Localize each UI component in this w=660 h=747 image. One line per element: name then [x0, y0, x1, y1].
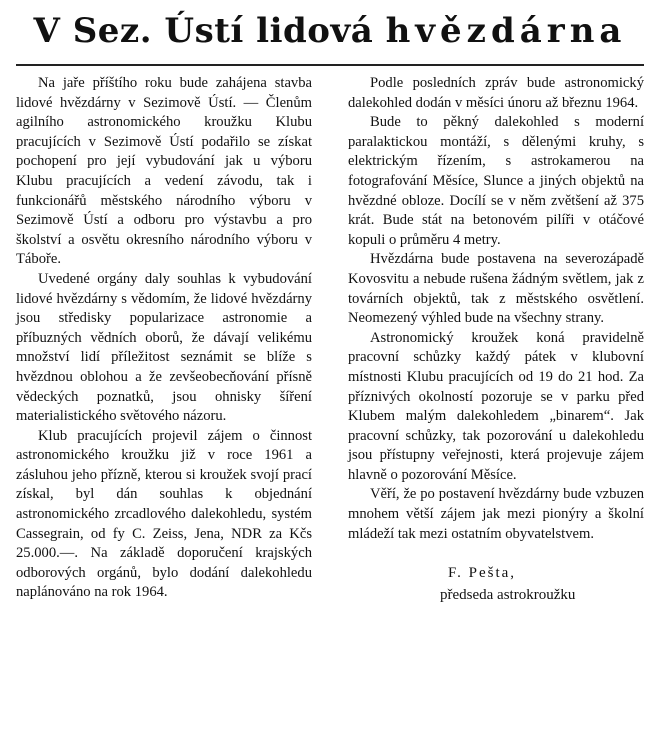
signature-name: F. Pešta,: [448, 565, 517, 582]
headline-rule: [16, 64, 644, 66]
article-columns: [16, 74, 644, 606]
paragraph: Bude to pěkný dalekohled s moderní paralaktickou montáží, s dělenými kruhy, s elektrickým řízením, s astrokamerou na fotografování Měsíce, Slunce a jiných objektů na hvězdné obloze. Docílí se v něm zvětšení až 375 krát. Bude stát na betonovém pilíři v otáčové kopuli o průměru 4 metry.: [348, 114, 644, 248]
column-right: [348, 74, 644, 606]
paragraph: Astronomický kroužek koná pravidelně pracovní schůzky každý pátek v klubovní místnosti Klubu pracujících od 19 do 21 hod. Za příznivých okolností pozoruje se v parku před Klubem malým dalekohledem „binarem“. Jak pracovní schůzky, tak pozorování u dalekohledu jsou přístupny veřejnosti, která projevuje zájem hlavně o pozorování Měsíce.: [348, 329, 644, 483]
headline-main: V Sez. Ústí lidová: [33, 11, 386, 51]
headline: [16, 8, 644, 58]
paragraph: Věří, že po postavení hvězdárny bude vzbuzen mnohem větší zájem jak mezi pionýry a školní mládeží tak mezi ostatním obyvatelstvem.: [348, 486, 644, 542]
paragraph: Uvedené orgány daly souhlas k vybudování lidové hvězdárny s vědomím, že lidové hvězdárny jsou středisky popularizace astronomie a příbuzných vědních oborů, že dávají velikému množství lidí příležitost seznámit se blíže s hvězdnou oblohou a že zevšeobecňování přísně vědeckých poznatků, jsou ohnisky šíření materialistického světového názoru.: [16, 270, 312, 425]
paragraph: Na jaře příštího roku bude zahájena stavba lidové hvězdárny v Sezimově Ústí. — Členům agilního astronomického kroužku Klubu pracujících v Sezimově Ústí podařilo se získat pochopení pro její vybudování jak u výboru Klubu pracujících a vedení závodu, tak i funkcionářů městského národního výboru v Sezimově Ústí a odboru pro výstavbu a pro školství a osvětu okresního národního výboru v Táboře.: [16, 75, 312, 268]
paragraph: Klub pracujících projevil zájem o činnost astronomického kroužku již v roce 1961 a zásluhou jeho přízně, kterou si kroužek svojí prací získal, byl dán souhlas k objednání astronomického zrcadlového dalekohledu, systém Cassegrain, od fy C. Zeiss, Jena, NDR za Kčs 25.000.—. Na základě doporučení krajských odborových orgánů, bylo dodání dalekohledu naplánováno na rok 1964.: [16, 427, 312, 601]
headline-spaced: hvězdárna: [385, 11, 627, 51]
paragraph: Podle posledních zpráv bude astronomický dalekohled dodán v měsíci únoru až březnu 1964.: [348, 75, 644, 111]
signature: [348, 562, 644, 606]
column-left: [16, 74, 312, 606]
signature-role: předseda astrokroužku: [440, 587, 576, 604]
paragraph: Hvězdárna bude postavena na severozápadě Kovosvitu a nebude rušena žádným světlem, jak z továrních objektů, tak z městského osvětlení. Neomezený výhled bude na všechny strany.: [348, 251, 644, 327]
